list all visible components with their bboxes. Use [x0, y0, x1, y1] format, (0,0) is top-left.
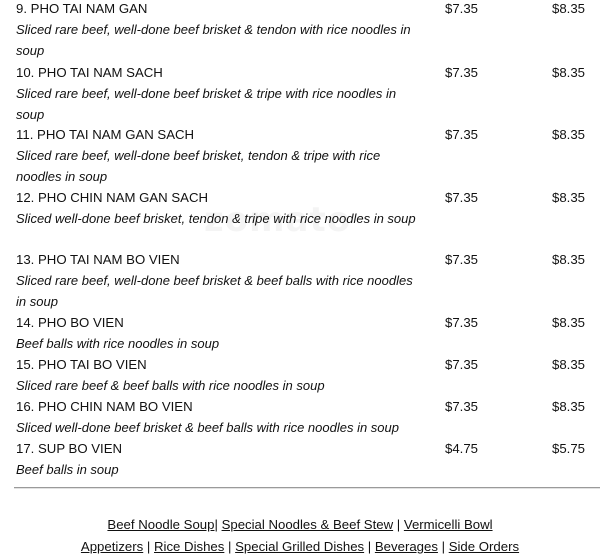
nav-separator: | — [224, 539, 236, 554]
menu-item — [0, 62, 600, 122]
item-description: Beef balls in soup — [16, 462, 119, 477]
menu-item-header — [0, 249, 600, 270]
nav-separator: | — [437, 539, 449, 554]
menu-item — [0, 187, 600, 226]
price-small: $4.75 — [445, 441, 479, 456]
nav-link[interactable]: Beverages — [374, 539, 438, 554]
price-small: $7.35 — [445, 127, 479, 142]
price-small: $7.35 — [445, 1, 479, 16]
nav-separator: | — [214, 517, 222, 532]
item-description: Sliced rare beef, well-done beef brisket & beef balls with rice noodles in soup — [16, 273, 413, 309]
item-description: Sliced rare beef, well-done beef brisket, tendon & tripe with rice noodles in soup — [16, 148, 381, 184]
menu-item-header — [0, 312, 600, 333]
menu-item — [0, 354, 600, 393]
nav-row-2 — [0, 537, 600, 557]
nav-link[interactable]: Beef Noodle Soup — [107, 517, 215, 532]
item-name: 16. PHO CHIN NAM BO VIEN — [16, 399, 193, 414]
menu-item — [0, 438, 600, 477]
price-large: $8.35 — [552, 315, 586, 330]
item-name: 9. PHO TAI NAM GAN — [16, 1, 148, 16]
menu-item-header — [0, 124, 600, 145]
price-large: $8.35 — [552, 252, 586, 267]
price-small: $7.35 — [445, 315, 479, 330]
menu-item-header — [0, 0, 600, 19]
price-large: $5.75 — [552, 441, 586, 456]
price-small: $7.35 — [445, 252, 479, 267]
nav-link[interactable]: Rice Dishes — [154, 539, 225, 554]
price-large: $8.35 — [552, 1, 586, 16]
item-name: 15. PHO TAI BO VIEN — [16, 357, 147, 372]
item-description: Sliced rare beef, well-done beef brisket & tripe with rice noodles in soup — [16, 86, 397, 122]
price-small: $7.35 — [445, 357, 479, 372]
item-name: 12. PHO CHIN NAM GAN SACH — [16, 190, 208, 205]
menu-item-header — [0, 62, 600, 83]
item-description: Beef balls with rice noodles in soup — [16, 336, 220, 351]
item-name: 17. SUP BO VIEN — [16, 441, 123, 456]
price-large: $8.35 — [552, 399, 586, 414]
menu-item — [0, 124, 600, 184]
nav-link[interactable]: Vermicelli Bowl — [403, 517, 493, 532]
menu-item-header — [0, 438, 600, 459]
nav-row-1 — [0, 515, 600, 535]
item-description: Sliced rare beef & beef balls with rice noodles in soup — [16, 378, 325, 393]
menu-item-header — [0, 354, 600, 375]
price-large: $8.35 — [552, 65, 586, 80]
item-description: Sliced well-done beef brisket & beef balls with rice noodles in soup — [16, 420, 399, 435]
price-large: $8.35 — [552, 127, 586, 142]
nav-link[interactable]: Side Orders — [448, 539, 520, 554]
divider — [14, 487, 600, 488]
nav-link[interactable]: Special Grilled Dishes — [235, 539, 365, 554]
nav-separator: | — [393, 517, 404, 532]
menu-item-header — [0, 187, 600, 208]
item-name: 11. PHO TAI NAM GAN SACH — [16, 127, 195, 142]
nav-separator: | — [364, 539, 375, 554]
price-small: $7.35 — [445, 399, 479, 414]
menu-item — [0, 396, 600, 435]
price-small: $7.35 — [445, 190, 479, 205]
price-large: $8.35 — [552, 190, 586, 205]
menu-item-header — [0, 396, 600, 417]
nav-separator: | — [143, 539, 154, 554]
menu-item — [0, 249, 600, 309]
price-large: $8.35 — [552, 357, 586, 372]
menu-item — [0, 0, 600, 58]
item-name: 13. PHO TAI NAM BO VIEN — [16, 252, 180, 267]
price-small: $7.35 — [445, 65, 479, 80]
nav-link[interactable]: Appetizers — [80, 539, 144, 554]
item-name: 14. PHO BO VIEN — [16, 315, 124, 330]
item-description: Sliced well-done beef brisket, tendon & tripe with rice noodles in soup — [16, 211, 416, 226]
nav-link[interactable]: Special Noodles & Beef Stew — [221, 517, 394, 532]
item-name: 10. PHO TAI NAM SACH — [16, 65, 163, 80]
item-description: Sliced rare beef, well-done beef brisket & tendon with rice noodles in soup — [16, 22, 411, 58]
menu-item — [0, 312, 600, 351]
